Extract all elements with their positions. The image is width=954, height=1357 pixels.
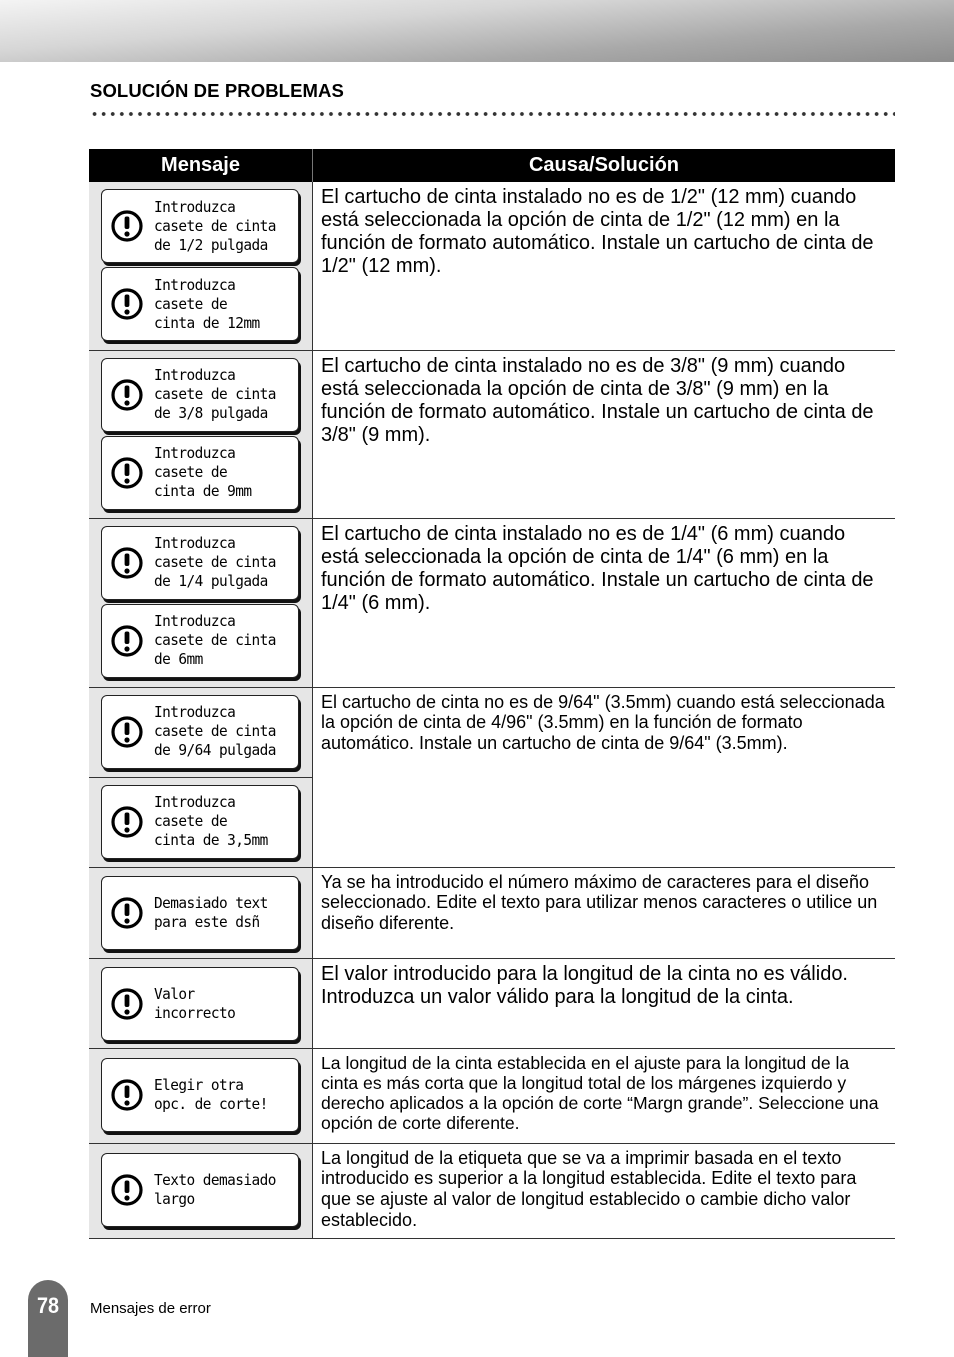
lcd-message-text: Introduzca casete de cinta de 1/2 pulgada — [154, 197, 276, 254]
exclamation-circle-icon — [110, 624, 144, 658]
table-row — [89, 687, 895, 777]
header-mensaje: Mensaje — [89, 149, 313, 182]
lcd-message-box — [101, 526, 299, 600]
cause-cell: La longitud de la etiqueta que se va a imprimir basada en el texto introducido es superior a la longitud establecida. Edite el texto para que se ajuste al valor de longitud establecido o cambie dicho valor establecido. — [313, 1143, 896, 1238]
cause-cell: El cartucho de cinta instalado no es de 1/4" (6 mm) cuando está seleccionada la opción de cinta de 1/4" (6 mm) en la función de formato automático. Instale un cartucho de cinta de 1/4" (6 mm). — [313, 518, 896, 687]
lcd-message-text: Introduzca casete de cinta de 3,5mm — [154, 793, 268, 849]
header-band — [0, 0, 954, 62]
lcd-message-box — [101, 358, 299, 432]
lcd-message-box — [101, 1058, 299, 1132]
lcd-message-box — [101, 189, 299, 263]
lcd-message-text: Introduzca casete de cinta de 6mm — [154, 612, 276, 668]
cause-cell: El cartucho de cinta instalado no es de 3/8" (9 mm) cuando está seleccionada la opción de cinta de 3/8" (9 mm) en la función de formato automático. Instale un cartucho de cinta de 3/8" (9 mm). — [313, 350, 896, 518]
message-cell — [89, 182, 313, 350]
lcd-message-text: Demasiado text para este dsñ — [154, 893, 268, 931]
message-cell — [89, 687, 313, 777]
lcd-message-box — [101, 436, 299, 510]
message-cell — [89, 1143, 313, 1238]
lcd-message-box — [101, 695, 299, 769]
cause-cell: El valor introducido para la longitud de la cinta no es válido. Introduzca un valor válido para la longitud de la cinta. — [313, 958, 896, 1048]
footer-chapter-title: Mensajes de error — [90, 1300, 211, 1317]
cause-cell: El cartucho de cinta instalado no es de 1/2" (12 mm) cuando está seleccionada la opción de cinta de 1/2" (12 mm) en la función de formato automático. Instale un cartucho de cinta de 1/2" (12 mm). — [313, 182, 896, 350]
message-cell — [89, 777, 313, 867]
table-row — [89, 867, 895, 958]
lcd-message-box — [101, 604, 299, 678]
cause-cell: Ya se ha introducido el número máximo de caracteres para el diseño seleccionado. Edite el texto para utilizar menos caracteres o utilice un diseño diferente. — [313, 867, 896, 958]
lcd-message-text: Introduzca casete de cinta de 12mm — [154, 275, 260, 332]
table-header-row — [89, 149, 895, 182]
lcd-message-box — [101, 876, 299, 950]
lcd-message-text: Valor incorrecto — [154, 984, 236, 1022]
exclamation-circle-icon — [110, 456, 144, 490]
lcd-message-box — [101, 785, 299, 859]
page-number: 78 — [36, 1293, 60, 1318]
message-cell — [89, 518, 313, 687]
exclamation-circle-icon — [110, 987, 144, 1021]
message-cell — [89, 958, 313, 1048]
cause-cell: El cartucho de cinta no es de 9/64" (3.5mm) cuando está seleccionada la opción de cinta de 4/96" (3.5mm) en la función de formato automático. Instale un cartucho de cinta de 9/64" (3.5mm). — [313, 687, 896, 867]
lcd-message-box — [101, 267, 299, 341]
table-row — [89, 1048, 895, 1143]
message-cell — [89, 867, 313, 958]
dotted-divider — [90, 110, 895, 118]
message-cell — [89, 1048, 313, 1143]
lcd-message-text: Introduzca casete de cinta de 3/8 pulgada — [154, 366, 276, 422]
error-message-table — [89, 149, 895, 1239]
table-row — [89, 958, 895, 1048]
lcd-message-text: Introduzca casete de cinta de 9/64 pulgada — [154, 703, 276, 759]
exclamation-circle-icon — [110, 896, 144, 930]
lcd-message-box — [101, 1153, 299, 1227]
header-causa-solucion: Causa/Solución — [313, 149, 896, 182]
message-cell — [89, 350, 313, 518]
lcd-message-text: Texto demasiado largo — [154, 1170, 276, 1208]
exclamation-circle-icon — [110, 378, 144, 412]
exclamation-circle-icon — [110, 805, 144, 839]
table-row — [89, 518, 895, 687]
exclamation-circle-icon — [110, 287, 144, 321]
exclamation-circle-icon — [110, 715, 144, 749]
table-row — [89, 350, 895, 518]
lcd-message-text: Introduzca casete de cinta de 1/4 pulgada — [154, 534, 276, 590]
lcd-message-text: Elegir otra opc. de corte! — [154, 1075, 268, 1113]
exclamation-circle-icon — [110, 1078, 144, 1112]
cause-cell: La longitud de la cinta establecida en el ajuste para la longitud de la cinta es más corta que la longitud total de los márgenes izquierdo y derecho aplicados a la opción de corte “Margn grande”. Seleccione una opción de corte diferente. — [313, 1048, 896, 1143]
table-row — [89, 182, 895, 350]
lcd-message-box — [101, 967, 299, 1041]
exclamation-circle-icon — [110, 1173, 144, 1207]
lcd-message-text: Introduzca casete de cinta de 9mm — [154, 444, 252, 500]
exclamation-circle-icon — [110, 546, 144, 580]
table-row — [89, 1143, 895, 1238]
exclamation-circle-icon — [110, 209, 144, 243]
section-title: SOLUCIÓN DE PROBLEMAS — [90, 80, 344, 101]
